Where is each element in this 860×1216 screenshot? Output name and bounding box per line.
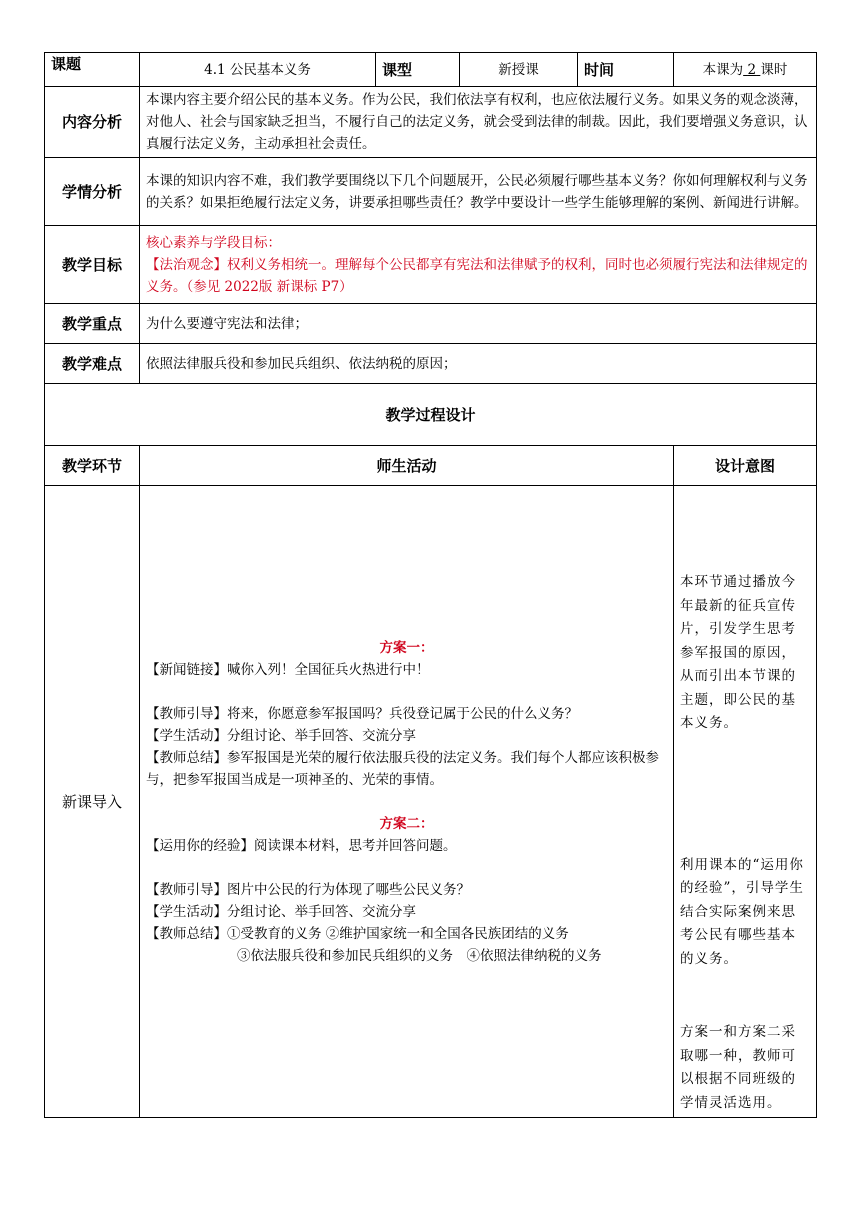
difficulty-label: 教学难点 [45, 344, 140, 384]
student-label: 学情分析 [45, 158, 140, 226]
difficulty-text: 依照法律服兵役和参加民兵组织、依法纳税的原因； [140, 344, 817, 384]
plan2-line: 【学生活动】分组讨论、举手回答、交流分享 [146, 903, 416, 920]
plan1-line: 【新闻链接】喊你入列！全国征兵火热进行中！ [146, 661, 430, 678]
spacer [146, 791, 667, 813]
goal-detail: 【法治观念】权利义务相统一。理解每个公民都享有宪法和法律赋予的权利，同时也必须履行宪法和法律规定的义务。（参见 2022版 新课标 P7） [146, 256, 808, 295]
stage-row [45, 486, 817, 1118]
type-value: 新授课 [460, 53, 578, 87]
intent-cell [674, 486, 817, 1118]
process-title: 教学过程设计 [45, 384, 817, 446]
time-prefix: 本课为 [702, 61, 744, 78]
intent-text-3: 方案一和方案二采取哪一种，教师可以根据不同班级的学情灵活选用。 [680, 1024, 796, 1111]
time-value [674, 53, 817, 87]
time-number: 2 [747, 61, 757, 78]
focus-text: 为什么要遵守宪法和法律； [140, 304, 817, 344]
time-label: 时间 [578, 53, 674, 87]
plan1-line: 【教师总结】参军报国是光荣的履行依法服兵役的法定义务。我们每个人都应该积极参与，把参军报国当成是一项神圣的、光荣的事情。 [146, 749, 659, 788]
plan2-line: 【教师总结】①受教育的义务 ②维护国家统一和全国各民族团结的义务 [146, 925, 569, 942]
process-title-row [45, 384, 817, 446]
goal-text [140, 226, 817, 304]
type-label: 课型 [376, 53, 460, 87]
goal-label: 教学目标 [45, 226, 140, 304]
intent-text-2: 利用课本的“运用你的经验”，引导学生结合实际案例来思考公民有哪些基本的义务。 [680, 856, 804, 967]
difficulty-row [45, 344, 817, 384]
intent-text-1: 本环节通过播放今年最新的征兵宣传片，引发学生思考参军报国的原因，从而引出本节课的主题，即公民的基本义务。 [680, 574, 796, 731]
student-text: 本课的知识内容不难，我们教学要围绕以下几个问题展开，公民必须履行哪些基本义务？你如何理解权利与义务的关系？如果拒绝履行法定义务，讲要承担哪些责任？教学中要设计一些学生能够理解的案例、新闻进行讲解。 [140, 158, 817, 226]
plan2-line: 【运用你的经验】阅读课本材料，思考并回答问题。 [146, 837, 457, 854]
plan2-line: ③依法服兵役和参加民兵组织的义务 ④依照法律纳税的义务 [237, 947, 602, 964]
lesson-plan-table [44, 52, 817, 1118]
stage-name: 新课导入 [45, 486, 140, 1118]
spacer [680, 736, 810, 854]
goal-row [45, 226, 817, 304]
col-activity-header: 师生活动 [140, 446, 674, 486]
header-row [45, 53, 817, 87]
col-intent-header: 设计意图 [674, 446, 817, 486]
col-stage-header: 教学环节 [45, 446, 140, 486]
topic-label: 课题 [45, 53, 140, 87]
spacer [146, 857, 667, 879]
goal-heading: 核心素养与学段目标： [146, 234, 281, 251]
plan1-gap [146, 681, 667, 703]
content-label: 内容分析 [45, 87, 140, 158]
plan2-line: 【教师引导】图片中公民的行为体现了哪些公民义务？ [146, 881, 470, 898]
student-row [45, 158, 817, 226]
spacer [680, 971, 810, 1021]
topic-value: 4.1 公民基本义务 [140, 53, 376, 87]
plan1-title: 方案一： [379, 639, 434, 656]
plan1-line: 【学生活动】分组讨论、举手回答、交流分享 [146, 727, 416, 744]
content-text: 本课内容主要介绍公民的基本义务。作为公民，我们依法享有权利，也应依法履行义务。如果义务的观念淡薄，对他人、社会与国家缺乏担当，不履行自己的法定义务，就会受到法律的制裁。因此，我们要增强义务意识，认真履行法定义务，主动承担社会责任。 [140, 87, 817, 158]
focus-row [45, 304, 817, 344]
plan2-title: 方案二： [379, 815, 434, 832]
activity-cell [140, 486, 674, 1118]
time-suffix: 课时 [760, 61, 788, 78]
focus-label: 教学重点 [45, 304, 140, 344]
content-row [45, 87, 817, 158]
plan1-line: 【教师引导】将来，你愿意参军报国吗？兵役登记属于公民的什么义务？ [146, 705, 578, 722]
process-header-row [45, 446, 817, 486]
